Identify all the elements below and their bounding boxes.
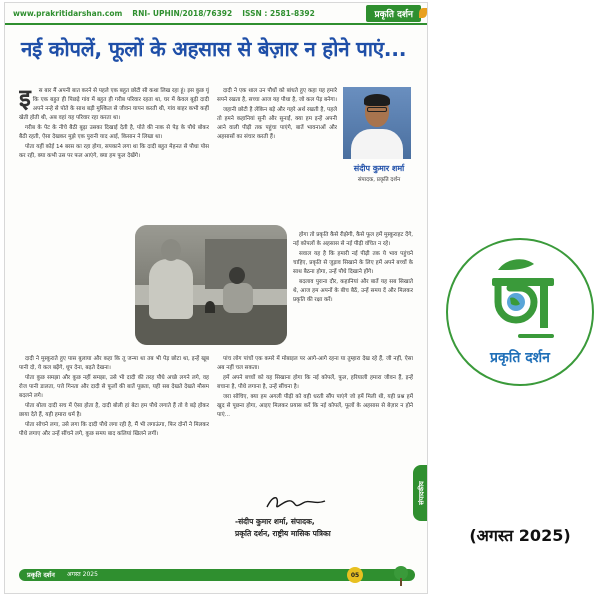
author-photo (343, 87, 411, 159)
column-1-top (19, 87, 209, 223)
magazine-page (4, 2, 428, 594)
paragraph: पोता सोचने लगा, उसे लगा कि दादी पौधे लगा रही है, मैं भी लगाऊंगा, फिर दोनों ने मिलकर पौधे लगाए और उन्हें सींचने लगे, कुछ समय बाद कलियां खिलने लगीं। (19, 422, 209, 437)
page-header (5, 3, 428, 25)
author-glasses (367, 107, 387, 112)
page-footer (5, 565, 428, 594)
paragraph: पोता कुछ समझा और कुछ नहीं समझा, उसे भी दादी की तरह पौधे अच्छे लगने लगे, वह रोज पानी डालता, पत्ते गिनता और दादी से फूलों की बातें पूछता, यही सब देखते देखते मौसम बदलने लगे। (19, 375, 209, 399)
page-number: 05 (347, 567, 363, 583)
footer-date: अगस्त 2025 (67, 571, 98, 578)
photo-grandmother (149, 259, 193, 319)
edition-date: (अगस्त 2025) (469, 526, 571, 545)
column-2-bottom (217, 355, 413, 485)
column-2-top (217, 87, 337, 227)
brand-logo-text: प्रकृति दर्शन (490, 350, 550, 366)
photo-boy (223, 283, 253, 313)
signature-image (263, 491, 333, 513)
tree-icon (391, 565, 411, 587)
paragraph: पोता यहीं कोई 14 बरस का रहा होगा, सपकाने लगा था कि दादी बहुत मेहनत से पौधा पोस कर रही, क्या कभी उस पर फल आएंगे, क्या हम फूल देखेंगे। (19, 144, 209, 159)
footer-brand: प्रकृति दर्शन (27, 571, 55, 579)
author-name: संदीप कुमार शर्मा (353, 164, 405, 173)
paragraph: हमें अपने बच्चों को यह सिखाना होगा कि नई कोपलें, फूल, हरियाली हमारा जीवन हैं, इन्हें बचाना है, पौधे लगाना है, उन्हें सींचना है। (217, 375, 413, 390)
paragraph: स बार मैं अपनी बात करने से पहले एक बहुत छोटी सी कथा लिख रहा हूं। इस कुछ यूं कि एक बहुत ही पिछड़े गांव में बहुत ही गरीब परिवार रहता था, घर में केवल बूढ़ी दादी अपने नन्हे से पोते के साथ बड़ी मुश्किल से जीवन यापन करती थी, गांव बाहर कभी कहीं खेती होती थी, अब वहां यह परिवार रहा करता था। (19, 88, 209, 121)
author-hair (364, 94, 390, 106)
paragraph: दादी ने मुस्कुराते हुए पास बुलाया और कहा कि तू जन्मा था तब भी पेड़ छोटा था, इन्हें खूब पानी दो, ये कल बढ़ेंगे, धूप देना, बढ़ते देखना। (19, 356, 209, 371)
photo-grandmother-head (161, 239, 181, 261)
article-photo (135, 225, 287, 345)
paragraph: जहानी छोटी है लेकिन बड़े और गहरे अर्थ रखती है, पहले तो हमने कहानियां सुनी और सुनाईं, क्या हम इन्हें अपनी आने वाली पीढ़ी तक पहुंचा पाएंगे, बातें भावनाओं और अहसासों का संचार करती हैं। (217, 107, 337, 140)
column-1-bottom (19, 355, 209, 553)
editorial-tab (413, 465, 428, 521)
paragraph: पोता बोला दादी सच में ऐसा होता है, दादी बोली हां बेटा हम पौधे लगाते हैं तो वे बड़े होकर छाया देते हैं, यही हमारा धर्म है। (19, 403, 209, 418)
header-brand: प्रकृति दर्शन (366, 5, 421, 22)
editorial-tab-label: संपादकीय (417, 481, 426, 505)
paragraph: सवाल यह है कि हमारी नई पीढ़ी तक ये भाव पहुंचने चाहिए, प्रकृति से जुड़ाव सिखाने के लिए हमें अपने बच्चों के साथ बैठना होगा, उन्हें पौधे दिखाने होंगे। (293, 251, 413, 275)
signoff-name: -संदीप कुमार शर्मा, संपादक, (235, 517, 315, 526)
photo-plant (205, 301, 215, 313)
photo-wall (205, 239, 287, 289)
paragraph: पांच लोग पांचों एक कमरे में मोबाइल पर आगे-आगे रहना या तुम्हारा देख रहे हैं, जी नहीं, ऐसा अब नहीं चल सकता। (217, 356, 413, 371)
paragraph: जरा सोचिए, क्या हम अगली पीढ़ी को वही धरती सौंप पाएंगे जो हमें मिली थी, यही प्रश्न हमें खुद से पूछना होगा, आइए मिलकर प्रयास करें कि नई कोपलें, फूलों के अहसास से बेज़ार न होने पाएं... (217, 394, 413, 418)
author-role: संपादक, प्रकृति दर्शन (357, 177, 401, 183)
paragraph: गरीब के पेट के नीचे बैठी बूढ़ा उसका दिखाई देती है, पोते की नाक से पेड़ के पौधे बोकर बैठी रहती, ऐसा देखकर मुझे एक पुरानी याद आई, किसान ने लिखा था। (19, 125, 209, 140)
paragraph: होगा तो प्रकृति कैसे रीझेगी, कैसे फूल हमें मुस्कुराहट देंगे, नई कोपलों के अहसास से नई पीढ़ी वंचित न रहे। (293, 232, 413, 247)
rni-text: RNI- UPHIN/2018/76392 (132, 8, 233, 18)
issn-text: ISSN : 2581-8392 (242, 8, 315, 18)
signoff-org: प्रकृति दर्शन, राष्ट्रीय मासिक पत्रिका (235, 529, 331, 538)
website-text: www.prakritidarshan.com (13, 8, 123, 18)
paragraph: बदलाव पुराना दौर, कहानियां और बातें यह सब सिखाते थे, आज हम अपनों के बीच बैठें, उन्हें समय दें और मिलकर प्रकृति की रक्षा करें। (293, 279, 413, 303)
article-headline: नई कोपलें, फूलों के अहसास से बेज़ार न होने पाएं... (21, 37, 407, 61)
author-body (351, 129, 403, 159)
column-2-middle (293, 231, 413, 353)
paragraph: दादी ने एक थाल उन पौधों को बांधते हुए कहा यह हमारे सपने रखता है, सच्चा आज यह पौधा है, जो कल पेड़ बनेगा। (217, 88, 337, 103)
photo-boy-head (229, 267, 245, 284)
drop-cap: इ (19, 87, 31, 112)
